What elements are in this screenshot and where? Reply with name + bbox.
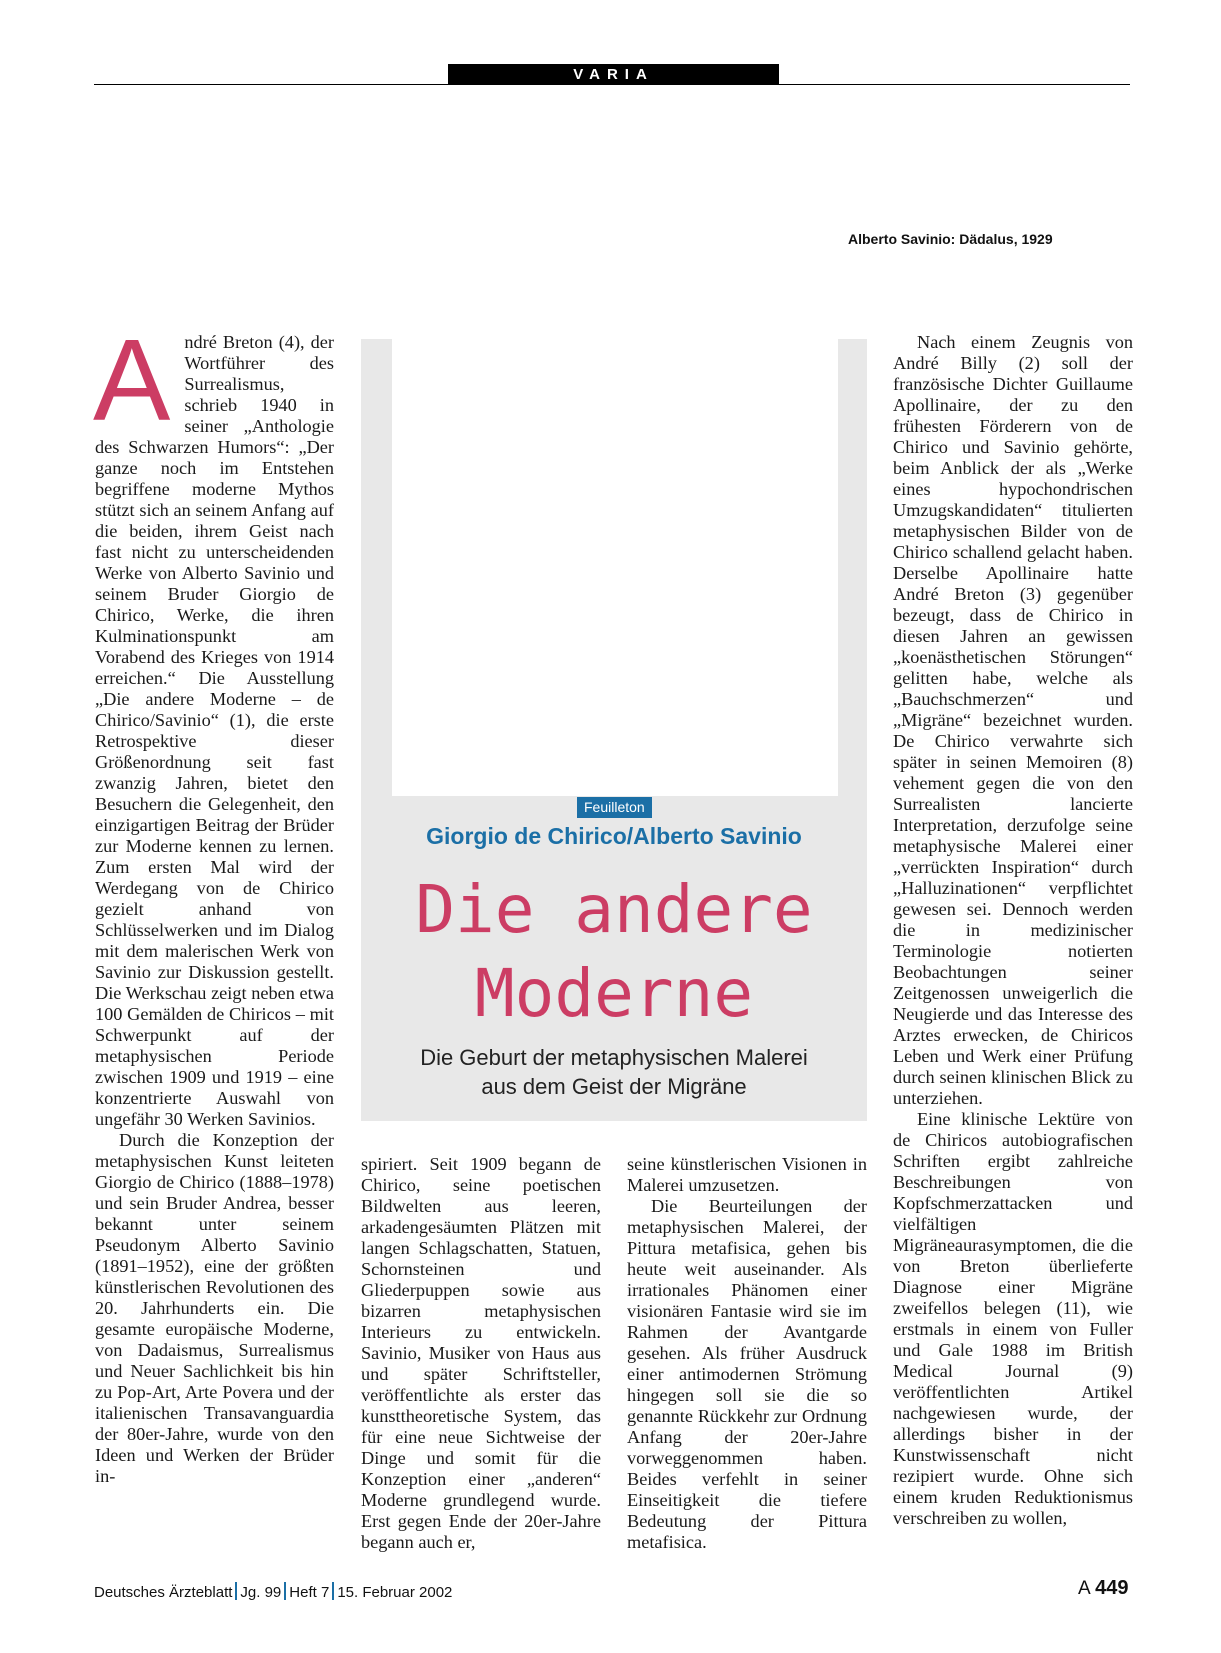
drop-cap: A xyxy=(93,315,171,445)
section-label: VARIA xyxy=(448,64,779,85)
journal-issue: Heft 7 xyxy=(289,1584,330,1601)
footer-divider xyxy=(235,1582,237,1600)
paragraph: spiriert. Seit 1909 begann de Chirico, seine poetischen Bildwelten aus leeren, arkadengesäumten Plätzen mit langen Schlagschatten, Statuen, Schornsteinen und Gliederpuppen sowie aus bizarren metaphysischen Interieurs zu entwickeln. Savinio, Musiker von Haus aus und später Schriftsteller, veröffentlichte als erster das kunsttheoretische System, das für eine neue Sichtweise der Dinge und somit für die Konzeption einer „anderen“ Moderne grundlegend wurde. Erst gegen Ende der 20er-Jahre begann auch er, xyxy=(361,1154,601,1552)
subtitle-line-1: Die Geburt der metaphysischen Malerei xyxy=(420,1045,808,1070)
page-prefix: A xyxy=(1078,1578,1091,1599)
page-number-value: 449 xyxy=(1095,1577,1129,1599)
article-title xyxy=(361,868,867,1036)
issue-date: 15. Februar 2002 xyxy=(337,1584,453,1601)
text-column-1 xyxy=(93,315,334,1487)
article-subtitle xyxy=(361,1043,867,1101)
paragraph: Durch die Konzeption der metaphysischen Kunst leiteten Giorgio de Chirico (1888–1978) und sein Bruder Andrea, besser bekannt unter seinem Pseudonym Alberto Savinio (1891–1952), eine der größten künstlerischen Revolutionen des 20. Jahrhunderts ein. Die gesamte europäische Moderne, von Dadaismus, Surrealismus und Neuer Sachlichkeit bis hin zu Pop-Art, Arte Povera und der italienischen Transavanguardia der 80er-Jahre, wurde von den Ideen und Werken der Brüder in- xyxy=(95,1130,334,1486)
paragraph: Nach einem Zeugnis von André Billy (2) soll der französische Dichter Guillaume Apollinaire, der zu den frühesten Förderern von de Chirico und Savinio gehörte, beim Anblick der als „Werke eines hypochondrischen Umzugskandidaten“ titulierten metaphysischen Bilder von de Chirico schallend gelacht haben. Derselbe Apollinaire hatte André Breton (3) gegenüber bezeugt, dass de Chirico in diesen Jahren an gewissen „koenästhetischen Störungen“ gelitten habe, welche als „Bauchschmerzen“ und „Migräne“ bezeichnet wurden. De Chirico verwahrte sich später in seinen Memoiren (8) vehement gegen die von den Surrealisten lancierte Interpretation, derzufolge seine metaphysische Malerei einer „verrückten Inspiration“ durch „Halluzinationen“ verpflichtet gewesen sei. Dennoch werden die in medizinischer Terminologie notierten Beobachtungen seiner Zeitgenossen unweigerlich die Neugierde und das Interesse des Arztes erwecken, de Chiricos Leben und Werk einer Prüfung durch seinen klinischen Blick zu unterziehen. xyxy=(893,332,1133,1108)
paragraph: Die Beurteilungen der metaphysischen Malerei, der Pittura metafisica, gehen bis heute weit auseinander. Als irrationales Phänomen einer visionären Fantasie wird sie im Rahmen der Avantgarde gesehen. Als früher Ausdruck einer antimodernen Strömung hingegen soll sie die so genannte Rückkehr zur Ordnung Anfang der 20er-Jahre vorweggenommen haben. Beides verfehlt in seiner Einseitigkeit die tiefere Bedeutung der Pittura metafisica. xyxy=(627,1196,867,1552)
footer-citation xyxy=(94,1582,452,1601)
title-line-1: Die andere xyxy=(415,871,813,948)
paragraph: ndré Breton (4), der Wortführer des Surrealismus, schrieb 1940 in seiner „Anthologie des Schwarzen Humors“: „Der ganze noch im Entstehen begriffene moderne Mythos stützt sich an seinem Anfang auf die beiden, ihrem Geist nach fast nicht zu unterscheidenden Werke von Alberto Savinio und seinem Bruder Giorgio de Chirico, Werke, die ihren Kulminationspunkt am Vorabend des Krieges von 1914 erreichen.“ Die Ausstellung „Die andere Moderne – de Chirico/Savinio“ (1), die erste Retrospektive dieser Größenordnung seit fast zwanzig Jahren, bietet den Besuchern die Gelegenheit, den einzigartigen Beitrag der Brüder zur Moderne kennen zu lernen. Zum ersten Mal wird der Werdegang von de Chirico gezielt anhand von Schlüsselwerken und im Dialog mit dem malerischen Werk von Savinio zur Diskussion gestellt. Die Werkschau zeigt neben etwa 100 Gemälden de Chiricos – mit Schwerpunkt auf der metaphysischen Periode zwischen 1909 und 1919 – eine konzentrierte Auswahl von ungefähr 30 Werken Savinios. xyxy=(95,332,334,1129)
subtitle-line-2: aus dem Geist der Migräne xyxy=(481,1074,747,1099)
section-badge: Feuilleton xyxy=(577,797,652,818)
page-number xyxy=(1078,1577,1129,1600)
image-caption: Alberto Savinio: Dädalus, 1929 xyxy=(848,231,1053,247)
feature-image-area xyxy=(392,339,838,796)
text-column-4 xyxy=(893,332,1133,1529)
text-column-2 xyxy=(361,1154,601,1553)
footer-divider xyxy=(284,1582,286,1600)
journal-volume: Jg. 99 xyxy=(240,1584,282,1601)
title-line-2: Moderne xyxy=(474,955,754,1032)
paragraph: seine künstlerischen Visionen in Malerei umzusetzen. xyxy=(627,1154,867,1195)
text-column-3 xyxy=(627,1154,867,1553)
journal-name: Deutsches Ärzteblatt xyxy=(94,1584,233,1601)
article-kicker: Giorgio de Chirico/Alberto Savinio xyxy=(426,823,802,849)
footer-divider xyxy=(332,1582,334,1600)
paragraph: Eine klinische Lektüre von de Chiricos autobiografischen Schriften ergibt zahlreiche Beschreibungen von Kopfschmerzattacken und vielfältigen Migräneaurasymptomen, die die von Breton überlieferte Diagnose einer Migräne zweifellos belegen (11), wie erstmals in einem von Fuller und Gale 1988 im British Medical Journal (9) veröffentlichten Artikel nachgewiesen wurde, der allerdings bisher in der Kunstwissenschaft nicht rezipiert wurde. Ohne sich einem kruden Reduktionismus verschreiben zu wollen, xyxy=(893,1109,1133,1528)
